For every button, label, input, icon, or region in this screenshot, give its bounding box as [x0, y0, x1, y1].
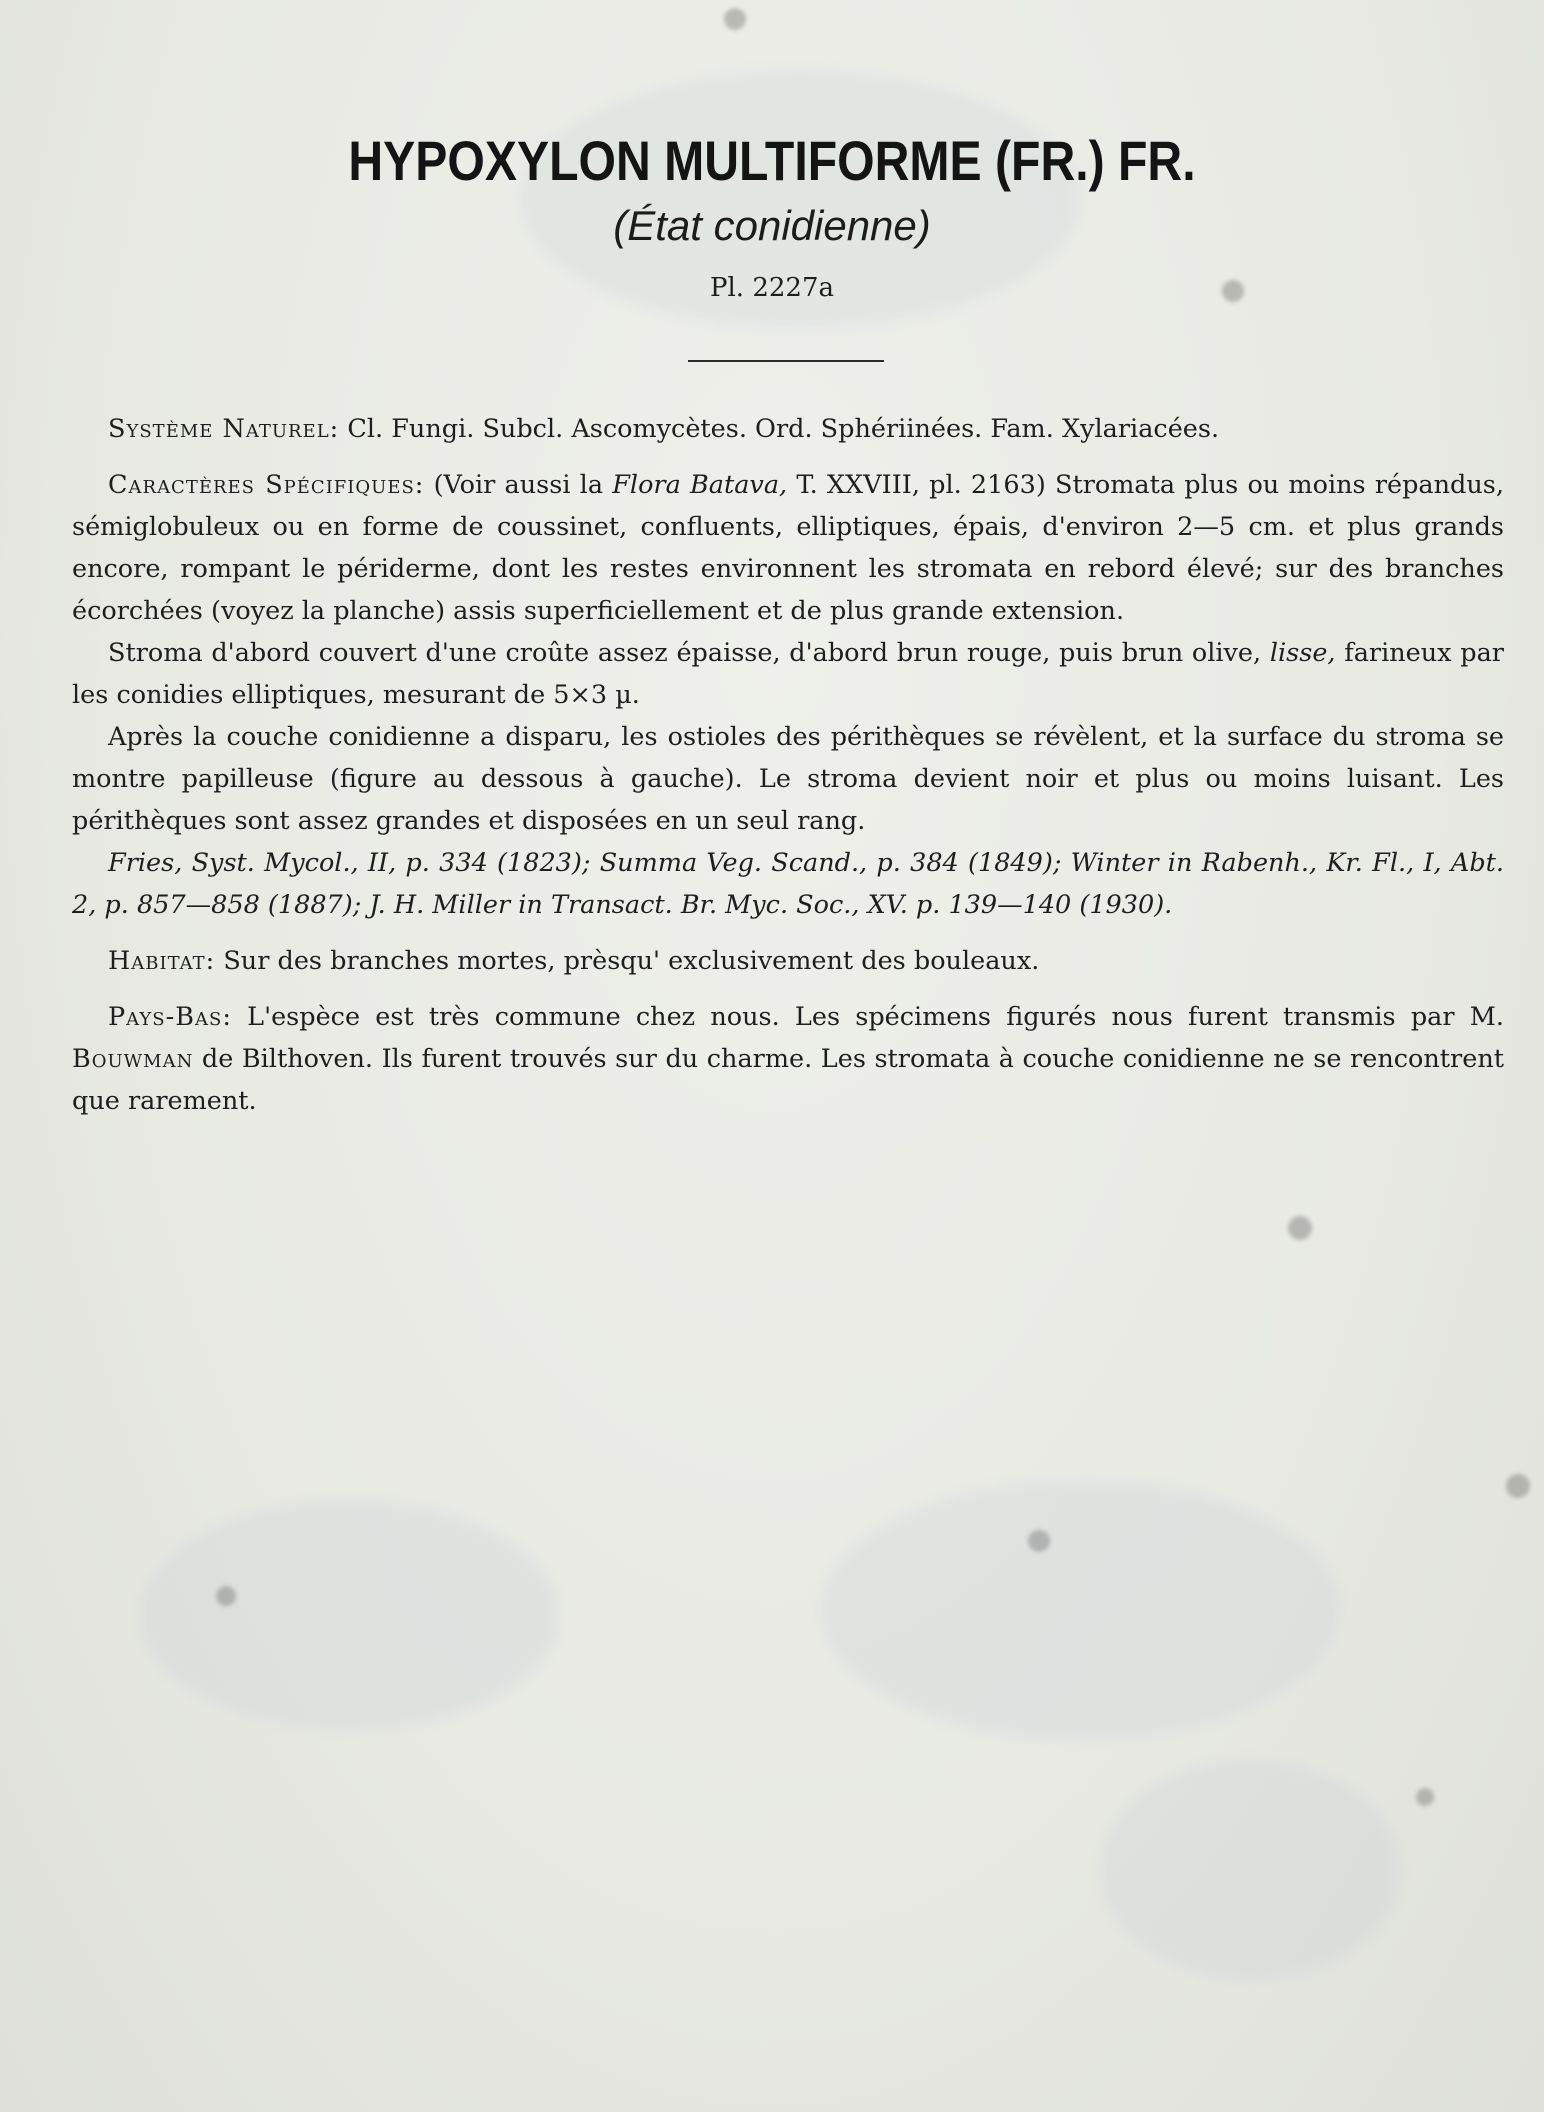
paragraph-systeme [72, 408, 1504, 450]
bleed-through-shape [820, 1480, 1340, 1740]
paper-spot [216, 1586, 236, 1606]
paper-spot [1416, 1788, 1434, 1806]
paper-spot [1288, 1216, 1312, 1240]
paragraph-caracteres [72, 464, 1504, 632]
label-pays-bas: Pays-Bas: [108, 1002, 232, 1032]
bleed-through-shape [1100, 1760, 1400, 1980]
text-habitat: Sur des branches mortes, prèsqu' exclusivement des bouleaux. [215, 946, 1040, 976]
paragraph-habitat [72, 940, 1504, 982]
text-caracteres-b: T. XXVIII, pl. 2163) Stromata plus ou moins répandus, sémiglobuleux ou en forme de coussinet, confluents, elliptiques, épais, d'environ 2—5 cm. et plus grands encore, rompant le périderme, dont les restes environnent les stromata en rebord élevé; sur des branches écorchées (voyez la planche) assis superficiellement et de plus grande extension. [72, 470, 1504, 626]
page-subtitle: (État conidienne) [613, 202, 931, 249]
label-systeme: Système Naturel: [108, 414, 340, 444]
body-text [72, 408, 1504, 1122]
text-pays-bas-b: de Bilthoven. Ils furent trouvés sur du charme. Les stromata à couche conidienne ne se rencontrent que rarement. [72, 1044, 1504, 1116]
paragraph-apres [72, 716, 1504, 842]
paragraph-references [72, 842, 1504, 926]
paragraph-pays-bas [72, 996, 1504, 1122]
paper-spot [1506, 1474, 1530, 1498]
paragraph-stroma [72, 632, 1504, 716]
flora-batava-ref: Flora Batava, [612, 470, 788, 500]
page-title: HYPOXYLON MULTIFORME (FR.) FR. [348, 129, 1196, 192]
text-caracteres-a: (Voir aussi la [424, 470, 613, 500]
plate-number: Pl. 2227a [709, 273, 834, 303]
paper-spot [1028, 1530, 1050, 1552]
label-caracteres: Caractères Spécifiques: [108, 470, 425, 500]
text-systeme: Cl. Fungi. Subcl. Ascomycètes. Ord. Sphériinées. Fam. Xylariacées. [339, 414, 1220, 444]
text-stroma-b: farineux par les conidies elliptiques, mesurant de 5×3 µ. [72, 638, 1504, 710]
text-references: Fries, Syst. Mycol., II, p. 334 (1823); Summa Veg. Scand., p. 384 (1849); Winter in Rabenh., Kr. Fl., I, Abt. 2, p. 857—858 (1887); J. H. Miller in Transact. Br. Myc. Soc., XV. p. 139—140 (1930). [72, 848, 1504, 920]
text-apres: Après la couche conidienne a disparu, les ostioles des périthèques se révèlent, et la surface du stroma se montre papilleuse (figure au dessous à gauche). Le stroma devient noir et plus ou moins luisant. Les périthèques sont assez grandes et disposées en un seul rang. [72, 722, 1504, 836]
word-lisse: lisse, [1269, 638, 1336, 668]
title-rule [688, 360, 884, 362]
text-stroma-a: Stroma d'abord couvert d'une croûte assez épaisse, d'abord brun rouge, puis brun olive, [108, 638, 1270, 668]
label-habitat: Habitat: [108, 946, 216, 976]
text-pays-bas-a: L'espèce est très commune chez nous. Les spécimens figurés nous furent transmis par M. [231, 1002, 1504, 1032]
person-name: Bouwman [72, 1044, 194, 1074]
bleed-through-shape [140, 1500, 560, 1730]
paper-spot [724, 8, 746, 30]
title-block [0, 128, 1544, 304]
